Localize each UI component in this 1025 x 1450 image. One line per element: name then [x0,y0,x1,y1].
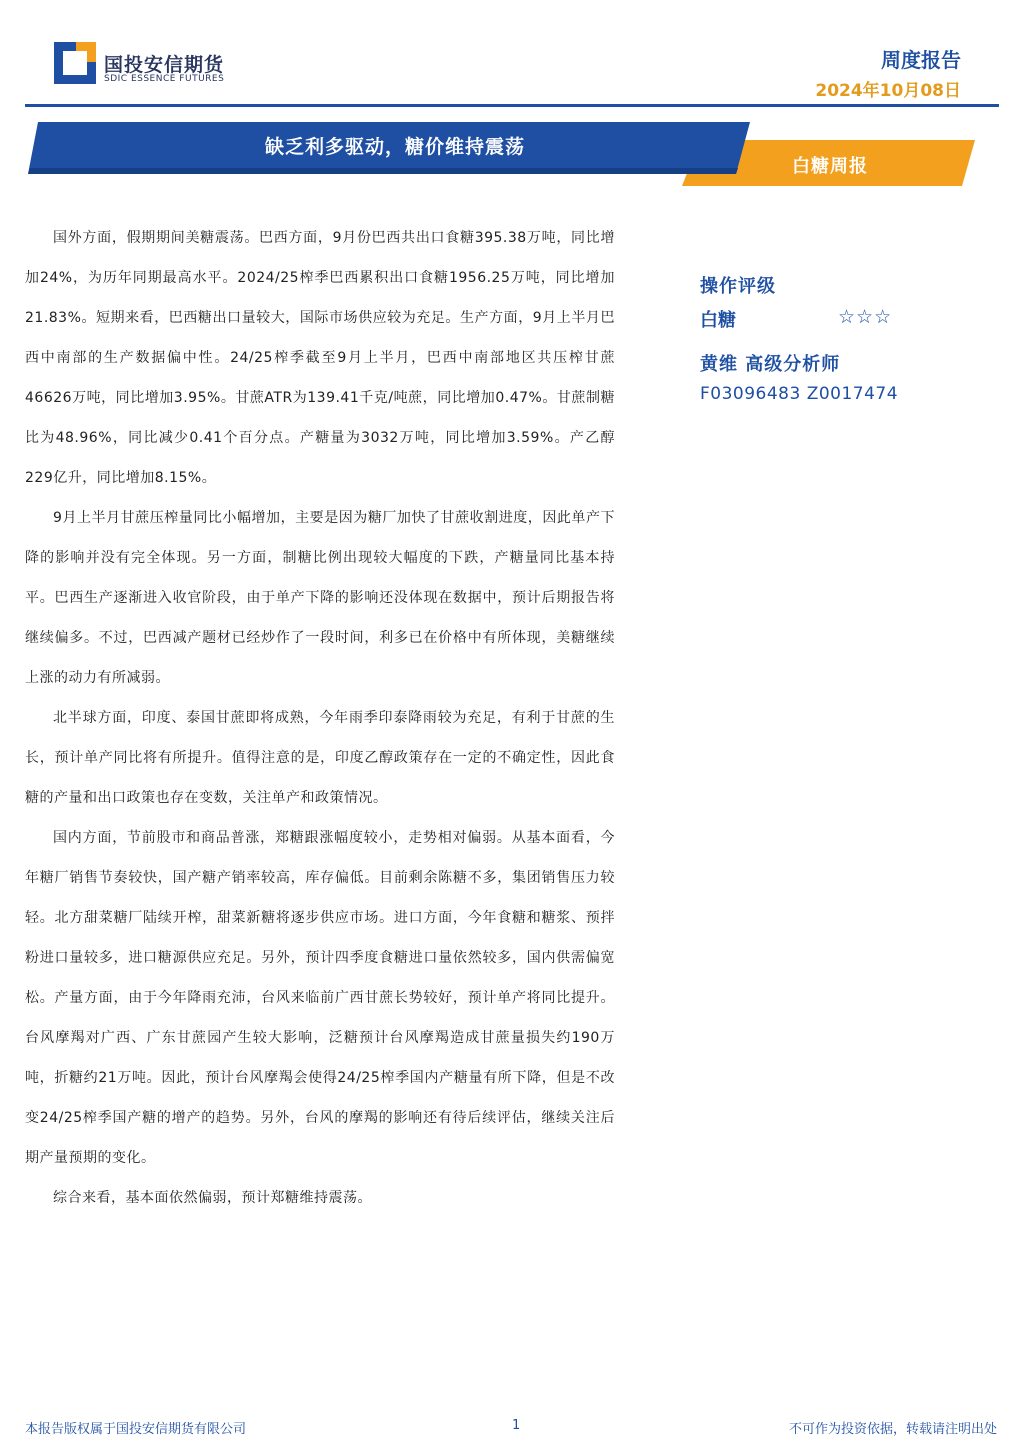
company-name-en: SDIC ESSENCE FUTURES [104,74,225,84]
footer-disclaimer: 不可作为投资依据，转载请注明出处 [788,1422,997,1437]
report-body [25,218,615,1218]
rating-row [700,306,940,344]
page-number: 1 [512,1418,521,1433]
analyst-cert-numbers: F03096483 Z0017474 [700,384,899,404]
body-paragraph: 综合来看，基本面依然偏弱，预计郑糖维持震荡。 [53,1190,372,1206]
report-date: 2024年10月08日 [815,81,961,101]
body-paragraph: 9月上半月甘蔗压榨量同比小幅增加，主要是因为糖厂加快了甘蔗收割进度，因此单产下降的影响并没有完全体现。另一方面，制糖比例出现较大幅度的下跌，产糖量同比基本持平。巴西生产逐渐进入收官阶段，由于单产下降的影响还没体现在数据中，预计后期报告将继续偏多。不过，巴西减产题材已经炒作了一段时间，利多已在价格中有所体现，美糖继续上涨的动力有所减弱。 [25,510,615,686]
rating-heading: 操作评级 [700,276,776,297]
report-type: 周度报告 [881,48,961,72]
commodity-label: 白糖 [700,310,736,331]
rating-stars-icon: ☆☆☆ [838,306,893,328]
company-logo [54,42,244,90]
sidebar [700,272,940,404]
body-paragraph: 北半球方面，印度、泰国甘蔗即将成熟，今年雨季印泰降雨较为充足，有利于甘蔗的生长，预计单产同比将有所提升。值得注意的是，印度乙醇政策存在一定的不确定性，因此食糖的产量和出口政策也存在变数，关注单产和政策情况。 [25,710,615,806]
report-title: 缺乏利多驱动，糖价维持震荡 [264,136,525,158]
body-paragraph: 国外方面，假期期间美糖震荡。巴西方面，9月份巴西共出口食糖395.38万吨，同比增加24%，为历年同期最高水平。2024/25榨季巴西累积出口食糖1956.25万吨，同比增加21.83%。短期来看，巴西糖出口量较大，国际市场供应较为充足。生产方面，9月上半月巴西中南部的生产数据偏中性。24/25榨季截至9月上半月，巴西中南部地区共压榨甘蔗46626万吨，同比增加3.95%。甘蔗ATR为139.41千克/吨蔗，同比增加0.47%。甘蔗制糖比为48.96%，同比减少0.41个百分点。产糖量为3032万吨，同比增加3.59%。产乙醇229亿升，同比增加8.15%。 [25,230,615,486]
logo-mark-icon [54,42,96,84]
header-divider [25,104,999,107]
company-name-cn: 国投安信期货 [104,54,225,76]
report-subtitle: 白糖周报 [792,156,868,177]
body-paragraph: 国内方面，节前股市和商品普涨，郑糖跟涨幅度较小，走势相对偏弱。从基本面看，今年糖厂销售节奏较快，国产糖产销率较高，库存偏低。目前剩余陈糖不多，集团销售压力较轻。北方甜菜糖厂陆续开榨，甜菜新糖将逐步供应市场。进口方面，今年食糖和糖浆、预拌粉进口量较多，进口糖源供应充足。另外，预计四季度食糖进口量依然较多，国内供需偏宽松。产量方面，由于今年降雨充沛，台风来临前广西甘蔗长势较好，预计单产将同比提升。台风摩羯对广西、广东甘蔗园产生较大影响，泛糖预计台风摩羯造成甘蔗量损失约190万吨，折糖约21万吨。因此，预计台风摩羯会使得24/25榨季国内产糖量有所下降，但是不改变24/25榨季国产糖的增产的趋势。另外，台风的摩羯的影响还有待后续评估，继续关注后期产量预期的变化。 [25,830,615,1166]
analyst-name: 黄维 高级分析师 [700,354,841,375]
footer-copyright: 本报告版权属于国投安信期货有限公司 [25,1422,247,1437]
